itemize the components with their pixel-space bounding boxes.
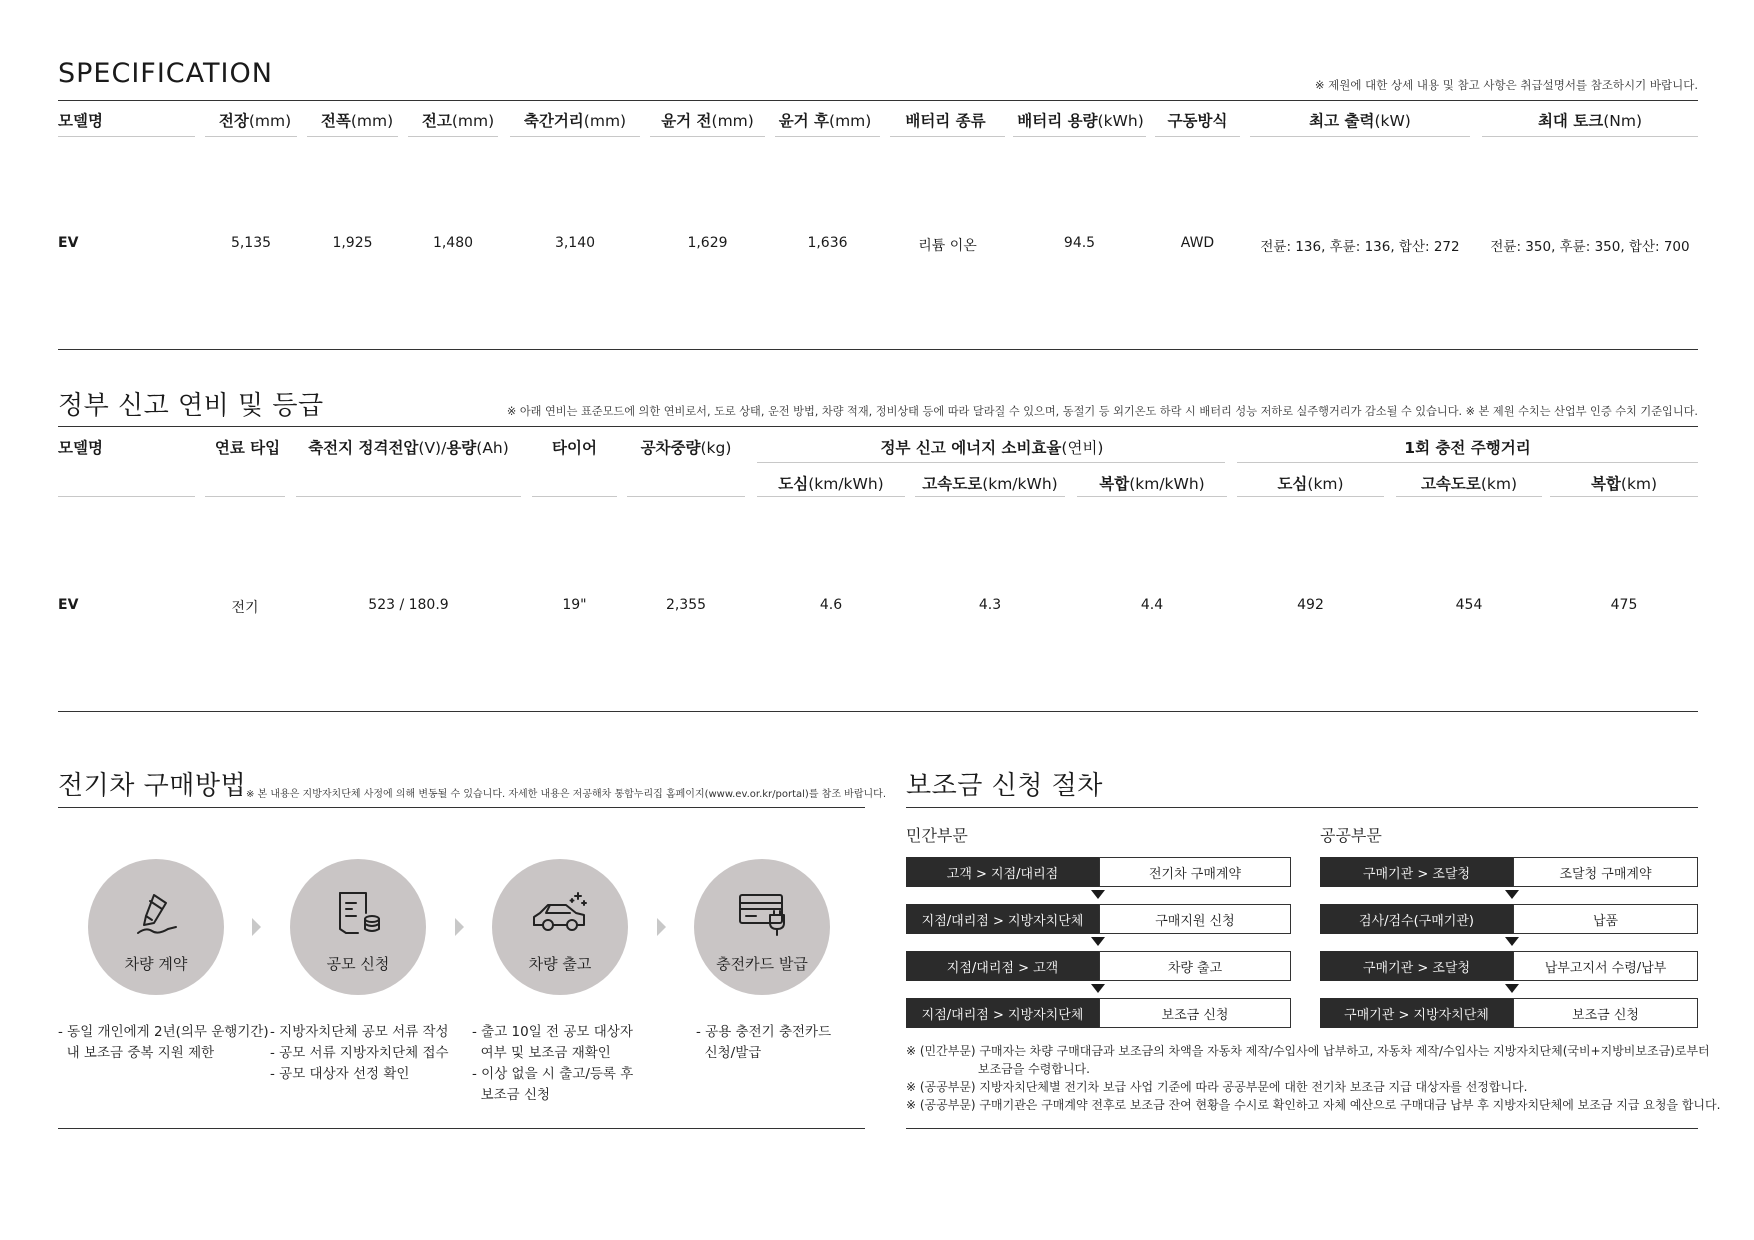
spec-col-rule [307, 136, 398, 137]
efficiency-header-fuel: 연료 타입 [214, 439, 281, 457]
spec-col-rule [205, 136, 297, 137]
step-label: 공모 신청 [326, 955, 390, 973]
efficiency-col-rule [915, 496, 1065, 497]
spec-col-rule [1013, 136, 1146, 137]
efficiency-cell-model: EV [58, 597, 79, 613]
bullet-line: - 지방자치단체 공모 서류 작성 [270, 1024, 449, 1040]
efficiency-header-weight: 공차중량(kg) [640, 439, 732, 457]
spec-cell-wheelbase: 3,140 [554, 235, 596, 251]
flow-arrow [1505, 984, 1519, 993]
spec-col-rule [1482, 136, 1698, 137]
spec-cell-drive: AWD [1180, 235, 1215, 251]
step-arrow [252, 918, 261, 936]
spec-top-rule [58, 100, 1698, 101]
efficiency-cell-city: 4.6 [819, 597, 843, 613]
spec-cell-track-front: 1,629 [687, 235, 728, 251]
range-cell-city: 492 [1297, 597, 1324, 613]
step-application [290, 859, 426, 995]
spec-header-max-power: 최고 출력(kW) [1309, 112, 1411, 130]
efficiency-cell-combined: 4.4 [1140, 597, 1164, 613]
spec-header-max-torque: 최대 토크(Nm) [1537, 112, 1643, 130]
bullet-line: - 동일 개인에게 2년(의무 운행기간) [58, 1024, 269, 1040]
flow-actor: 구매기관 > 조달청 [1320, 857, 1513, 887]
step-card-notes [696, 1022, 831, 1064]
spec-cell-model: EV [58, 235, 79, 251]
flow-action: 구매지원 신청 [1099, 904, 1291, 934]
flow-action: 전기차 구매계약 [1099, 857, 1291, 887]
spec-cell-track-rear: 1,636 [807, 235, 848, 251]
bullet-line: - 이상 없을 시 출고/등록 후 [472, 1066, 634, 1082]
spec-header-width: 전폭(mm) [320, 112, 394, 130]
step-contract [88, 859, 224, 995]
efficiency-col-rule [296, 496, 521, 497]
flow-action: 차량 출고 [1099, 951, 1291, 981]
flow-actor: 구매기관 > 지방자치단체 [1320, 998, 1513, 1028]
efficiency-header-battery: 축전지 정격전압(V)/용량(Ah) [308, 439, 509, 457]
range-sub-highway: 고속도로(km) [1420, 475, 1518, 493]
efficiency-sub-city: 도심(km/kWh) [778, 475, 884, 493]
efficiency-col-rule [627, 496, 745, 497]
step-delivery [492, 859, 628, 995]
subsidy-top-rule [906, 807, 1698, 808]
range-cell-combined: 475 [1610, 597, 1638, 613]
efficiency-group-rule [1237, 462, 1698, 463]
efficiency-title: 정부 신고 연비 및 등급 [58, 391, 324, 421]
subsidy-note-private: ※ (민간부문) 구매자는 차량 구매대금과 보조금의 차액을 자동차 제작/수입사에 납부하고, 자동차 제작/수입사는 지방자치단체(국비+지방비보조금)로부터 [906, 1044, 1710, 1058]
purchase-note: ※ 본 내용은 지방자치단체 사정에 의해 변동될 수 있습니다. 자세한 내용은 저공해차 통합누리집 홈페이지(www.ev.or.kr/portal)를 참조 바랍니다. [246, 789, 886, 800]
purchase-title: 전기차 구매방법 [58, 771, 247, 801]
flow-actor: 고객 > 지점/대리점 [906, 857, 1099, 887]
bullet-line: - 출고 10일 전 공모 대상자 [472, 1024, 633, 1040]
efficiency-cell-highway: 4.3 [978, 597, 1002, 613]
efficiency-bottom-rule [58, 711, 1698, 712]
flow-arrow [1505, 937, 1519, 946]
spec-cell-height: 1,480 [432, 235, 474, 251]
step-label: 충전카드 발급 [716, 955, 808, 973]
private-sector-heading: 민간부문 [906, 826, 968, 845]
spec-col-rule [775, 136, 880, 137]
flow-arrow [1091, 890, 1105, 899]
step-card [694, 859, 830, 995]
efficiency-col-rule [532, 496, 617, 497]
efficiency-header-tire: 타이어 [552, 439, 597, 457]
efficiency-note: ※ 아래 연비는 표준모드에 의한 연비로서, 도로 상태, 운전 방법, 차량 적재, 정비상태 등에 따라 달라질 수 있으며, 동절기 등 외기온도 하락 시 배터리 성능 저하로 실주행거리가 감소될 수 있습니다. ※ 본 제원 수치는 산업부 인증 수치 기준입니다. [506, 405, 1698, 418]
step-arrow [455, 918, 464, 936]
efficiency-group-consumption: 정부 신고 에너지 소비효율(연비) [880, 439, 1104, 457]
flow-actor: 구매기관 > 조달청 [1320, 951, 1513, 981]
range-sub-combined: 복합(km) [1590, 475, 1658, 493]
spec-cell-length: 5,135 [230, 235, 272, 251]
subsidy-note-private-cont: 보조금을 수령합니다. [978, 1062, 1090, 1076]
flow-action: 납부고지서 수령/납부 [1513, 951, 1698, 981]
document-coins-icon [334, 889, 384, 937]
efficiency-sub-combined: 복합(km/kWh) [1099, 475, 1205, 493]
flow-action: 조달청 구매계약 [1513, 857, 1698, 887]
bullet-line: - 공모 서류 지방자치단체 접수 [270, 1045, 449, 1061]
spec-col-rule [510, 136, 640, 137]
spec-cell-battery-capacity: 94.5 [1063, 235, 1096, 251]
flow-arrow [1091, 937, 1105, 946]
efficiency-col-rule [1237, 496, 1384, 497]
bullet-line: - 공모 대상자 선정 확인 [270, 1066, 410, 1082]
spec-header-battery-capacity: 배터리 용량(kWh) [1017, 112, 1144, 130]
spec-cell-max-torque: 전륜: 350, 후륜: 350, 합산: 700 [1490, 239, 1690, 255]
efficiency-top-rule [58, 426, 1698, 427]
spec-cell-max-power: 전륜: 136, 후륜: 136, 합산: 272 [1260, 239, 1460, 255]
purchase-top-rule [58, 807, 865, 808]
spec-header-track-front: 윤거 전(mm) [661, 112, 754, 130]
flow-action: 보조금 신청 [1513, 998, 1698, 1028]
subsidy-bottom-rule [906, 1128, 1698, 1129]
efficiency-col-rule [1550, 496, 1698, 497]
spec-header-height: 전고(mm) [421, 112, 495, 130]
efficiency-cell-battery: 523 / 180.9 [368, 597, 449, 613]
range-cell-highway: 454 [1455, 597, 1483, 613]
range-sub-city: 도심(km) [1277, 475, 1344, 493]
purchase-bottom-rule [58, 1128, 865, 1129]
flow-actor: 지점/대리점 > 지방자치단체 [906, 904, 1099, 934]
car-sparkle-icon [530, 889, 590, 937]
efficiency-group-range: 1회 충전 주행거리 [1404, 439, 1531, 457]
step-application-notes [270, 1022, 449, 1085]
efficiency-header-model: 모델명 [58, 439, 103, 457]
spec-header-length: 전장(mm) [218, 112, 292, 130]
flow-actor: 검사/검수(구매기관) [1320, 904, 1513, 934]
flow-action: 납품 [1513, 904, 1698, 934]
bullet-line: 여부 및 보조금 재확인 [472, 1045, 611, 1061]
flow-arrow [1505, 890, 1519, 899]
spec-col-rule [1250, 136, 1470, 137]
pen-sign-icon [132, 889, 182, 937]
step-delivery-notes [472, 1022, 633, 1106]
efficiency-col-rule [58, 496, 195, 497]
efficiency-sub-highway: 고속도로(km/kWh) [922, 475, 1058, 493]
flow-arrow [1091, 984, 1105, 993]
spec-title: SPECIFICATION [58, 58, 273, 89]
spec-note: ※ 제원에 대한 상세 내용 및 참고 사항은 취급설명서를 참조하시기 바랍니다. [1314, 78, 1698, 92]
efficiency-col-rule [205, 496, 285, 497]
efficiency-cell-weight: 2,355 [665, 597, 707, 613]
spec-col-rule [650, 136, 765, 137]
spec-header-drive: 구동방식 [1167, 112, 1228, 130]
spec-header-wheelbase: 축간거리(mm) [523, 112, 627, 130]
subsidy-title: 보조금 신청 절차 [906, 771, 1103, 801]
spec-cell-battery-type: 리튬 이온 [918, 238, 977, 254]
spec-col-rule [58, 136, 195, 137]
flow-actor: 지점/대리점 > 지방자치단체 [906, 998, 1099, 1028]
spec-header-model: 모델명 [58, 112, 103, 130]
step-label: 차량 계약 [124, 955, 188, 973]
flow-action: 보조금 신청 [1099, 998, 1291, 1028]
spec-header-battery-type: 배터리 종류 [905, 112, 986, 130]
efficiency-col-rule [1396, 496, 1542, 497]
spec-bottom-rule [58, 349, 1698, 350]
subsidy-note-public-2: ※ (공공부문) 구매기관은 구매계약 전후로 보조금 잔여 현황을 수시로 확인하고 자체 예산으로 구매대금 납부 후 지방자치단체에 보조금 지급 요청을 합니다. [906, 1098, 1721, 1112]
bullet-line: 보조금 신청 [472, 1087, 551, 1103]
step-label: 차량 출고 [528, 955, 592, 973]
efficiency-col-rule [757, 496, 905, 497]
spec-col-rule [1155, 136, 1240, 137]
public-sector-heading: 공공부문 [1320, 826, 1382, 845]
spec-header-track-rear: 윤거 후(mm) [778, 112, 872, 130]
efficiency-group-rule [757, 462, 1225, 463]
spec-col-rule [408, 136, 498, 137]
efficiency-col-rule [1077, 496, 1227, 497]
flow-actor: 지점/대리점 > 고객 [906, 951, 1099, 981]
step-arrow [657, 918, 666, 936]
spec-cell-width: 1,925 [332, 235, 373, 251]
bullet-line: 내 보조금 중복 지원 제한 [58, 1045, 215, 1061]
card-plug-icon [736, 889, 790, 937]
efficiency-cell-fuel: 전기 [231, 600, 259, 616]
subsidy-note-public-1: ※ (공공부문) 지방자치단체별 전기차 보급 사업 기준에 따라 공공부문에 대한 전기차 보조금 지급 대상자를 선정합니다. [906, 1080, 1528, 1094]
bullet-line: 신청/발급 [696, 1045, 762, 1061]
efficiency-cell-tire: 19" [562, 597, 587, 613]
bullet-line: - 공용 충전기 충전카드 [696, 1024, 832, 1040]
spec-col-rule [890, 136, 1005, 137]
step-contract-notes [58, 1022, 269, 1064]
